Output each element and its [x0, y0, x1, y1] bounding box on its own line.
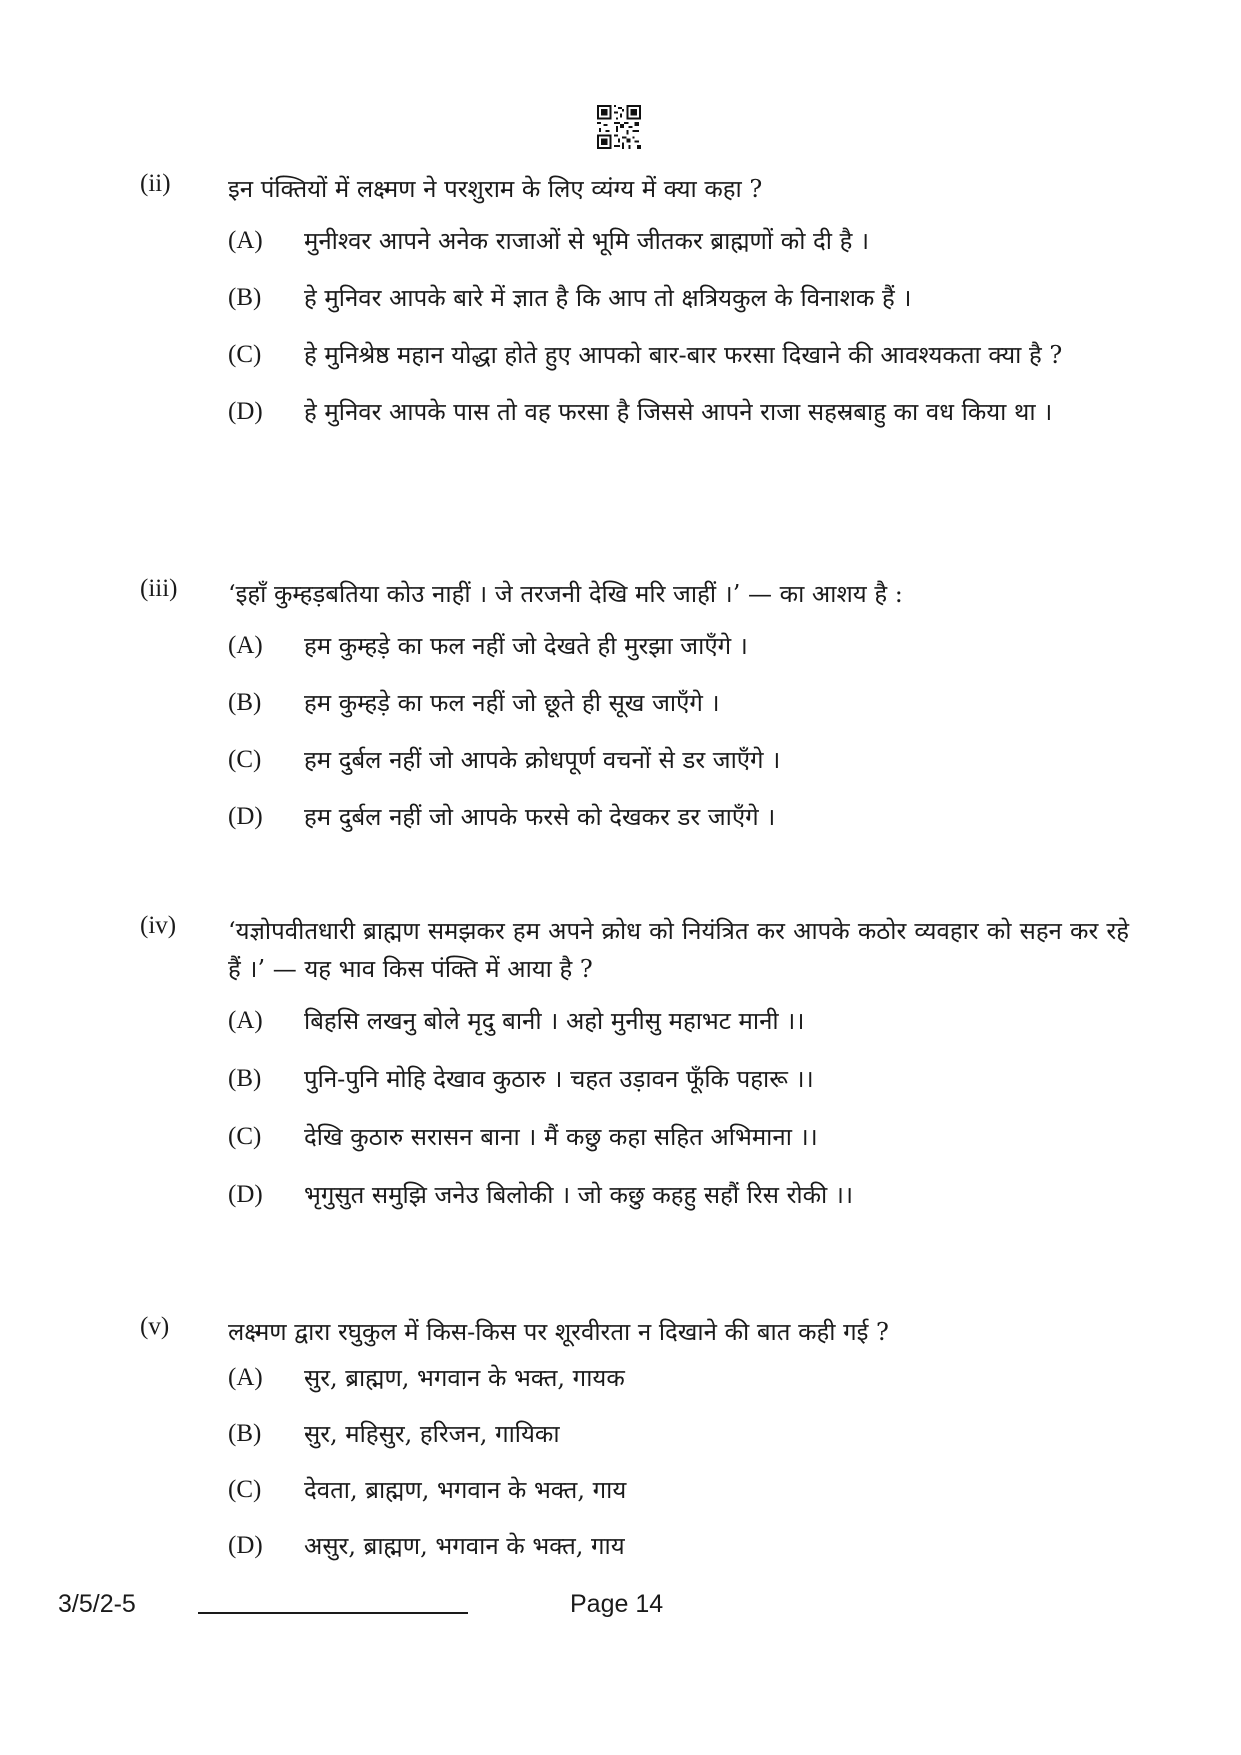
option-d [228, 798, 1129, 836]
option-label: (A) [228, 632, 263, 659]
question-text: ‘इहाँ कुम्हड़बतिया कोउ नाहीं । जे तरजनी देखि मरि जाहीं ।’ — का आशय है : [228, 580, 903, 608]
option-label: (B) [228, 689, 262, 716]
option-text: मुनीश्वर आपने अनेक राजाओं से भूमि जीतकर ब्राह्मणों को दी है । [304, 227, 870, 255]
question-iv [140, 912, 1129, 1234]
option-label: (A) [228, 227, 263, 254]
option-text: हे मुनिवर आपके पास तो वह फरसा है जिससे आपने राजा सहस्रबाहु का वध किया था । [304, 398, 1053, 426]
option-text: सुर, ब्राह्मण, भगवान के भक्त, गायक [304, 1364, 625, 1392]
option-a [228, 1002, 1129, 1040]
option-label: (C) [228, 1123, 262, 1150]
option-d [228, 1176, 1129, 1214]
options-list [228, 1359, 1129, 1565]
qr-code-icon [597, 105, 641, 149]
option-b [228, 279, 1129, 317]
question-number: (iv) [140, 912, 177, 939]
option-label: (B) [228, 1420, 262, 1447]
option-label: (D) [228, 803, 263, 830]
option-c [228, 1118, 1129, 1156]
option-label: (C) [228, 1476, 262, 1503]
option-text: हम दुर्बल नहीं जो आपके क्रोधपूर्ण वचनों से डर जाएँगे । [304, 746, 781, 774]
option-text: सुर, महिसुर, हरिजन, गायिका [304, 1420, 560, 1448]
question-v [140, 1313, 1129, 1565]
question-iii [140, 575, 1129, 855]
option-text: देवता, ब्राह्मण, भगवान के भक्त, गाय [304, 1476, 627, 1504]
option-c [228, 1471, 1129, 1509]
footer-divider [198, 1612, 468, 1614]
option-b [228, 1415, 1129, 1453]
page-number: Page 14 [570, 1590, 664, 1618]
option-text: भृगुसुत समुझि जनेउ बिलोकी । जो कछु कहहु सहौं रिस रोकी ।। [304, 1181, 854, 1209]
option-text: देखि कुठारु सरासन बाना । मैं कछु कहा सहित अभिमाना ।। [304, 1123, 818, 1151]
option-label: (D) [228, 1532, 263, 1559]
option-text: हे मुनिश्रेष्ठ महान योद्धा होते हुए आपको बार-बार फरसा दिखाने की आवश्यकता क्या है ? [304, 341, 1063, 369]
question-number: (v) [140, 1313, 170, 1340]
option-text: पुनि-पुनि मोहि देखाव कुठारु । चहत उड़ावन फूँकि पहारू ।। [304, 1065, 814, 1093]
question-text: लक्ष्मण द्वारा रघुकुल में किस-किस पर शूरवीरता न दिखाने की बात कही गई ? [228, 1318, 889, 1346]
option-c [228, 741, 1129, 779]
option-text: हम दुर्बल नहीं जो आपके फरसे को देखकर डर जाएँगे । [304, 803, 776, 831]
option-label: (A) [228, 1364, 263, 1391]
question-number: (ii) [140, 170, 171, 197]
option-a [228, 627, 1129, 665]
option-b [228, 1060, 1129, 1098]
option-text: हे मुनिवर आपके बारे में ज्ञात है कि आप तो क्षत्रियकुल के विनाशक हैं । [304, 284, 912, 312]
option-label: (A) [228, 1007, 263, 1034]
question-number: (iii) [140, 575, 178, 602]
option-label: (C) [228, 746, 262, 773]
options-list [228, 222, 1129, 431]
paper-code: 3/5/2-5 [58, 1590, 136, 1618]
option-label: (C) [228, 341, 262, 368]
option-d [228, 393, 1129, 431]
question-text: इन पंक्तियों में लक्ष्मण ने परशुराम के लिए व्यंग्य में क्या कहा ? [228, 175, 763, 203]
option-text: असुर, ब्राह्मण, भगवान के भक्त, गाय [304, 1532, 625, 1560]
option-a [228, 1359, 1129, 1397]
option-label: (D) [228, 398, 263, 425]
question-text: ‘यज्ञोपवीतधारी ब्राह्मण समझकर हम अपने क्रोध को नियंत्रित कर आपके कठोर व्यवहार को सहन कर रहे हैं ।’ — यह भाव किस पंक्ति में आया है ? [228, 917, 1129, 983]
question-ii [140, 170, 1129, 450]
option-label: (B) [228, 1065, 262, 1092]
options-list [228, 627, 1129, 836]
option-text: हम कुम्हड़े का फल नहीं जो छूते ही सूख जाएँगे । [304, 689, 720, 717]
options-list [228, 1002, 1129, 1214]
option-text: बिहसि लखनु बोले मृदु बानी । अहो मुनीसु महाभट मानी ।। [304, 1007, 805, 1035]
option-text: हम कुम्हड़े का फल नहीं जो देखते ही मुरझा जाएँगे । [304, 632, 748, 660]
option-c [228, 336, 1129, 374]
option-d [228, 1527, 1129, 1565]
option-a [228, 222, 1129, 260]
option-label: (B) [228, 284, 262, 311]
option-label: (D) [228, 1181, 263, 1208]
option-b [228, 684, 1129, 722]
